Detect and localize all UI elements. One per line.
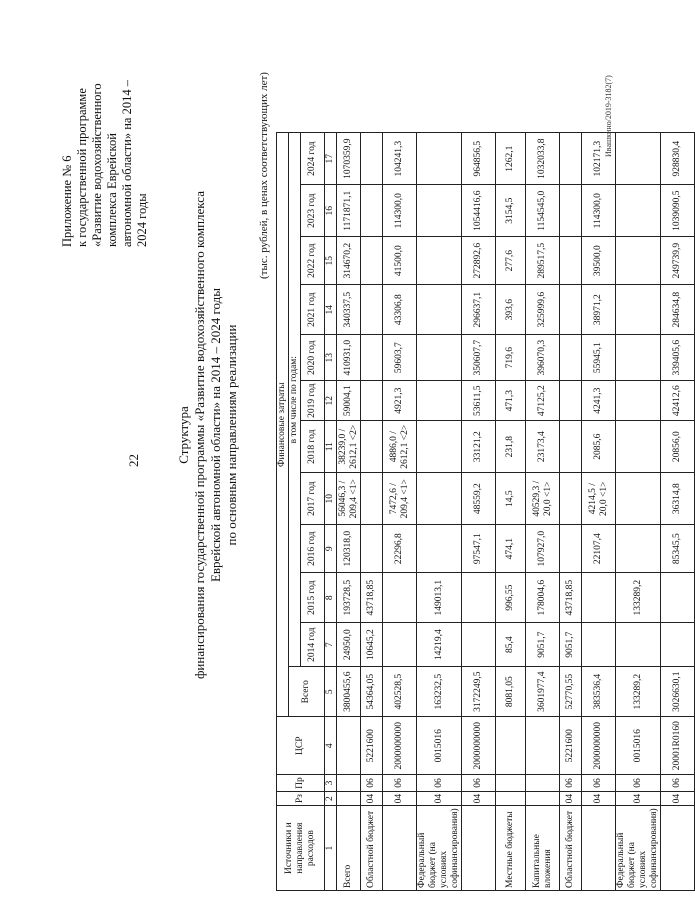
header-colnum: 2 [325,791,337,806]
row-year-value [616,185,661,237]
row-year-value: 1262,1 [496,133,526,185]
table-row [337,133,361,891]
row-year-value: 1171871,1 [337,185,361,237]
row-year-value: 393,6 [496,285,526,335]
row-total: 8081,05 [496,667,526,717]
row-rz: 04 [417,791,462,806]
row-year-value: 22296,8 [383,525,417,573]
appendix-line: «Развитие водохозяйственного [90,83,104,247]
header-rz: Рз [277,791,325,806]
page-number: 22 [126,454,141,467]
row-year-value: 1154545,0 [526,185,560,237]
row-rz: 04 [616,791,661,806]
row-csr: 0015016 [417,717,462,775]
row-year-value: 249739,9 [661,237,695,285]
header-colnum: 16 [325,185,337,237]
row-year-value: 48559,2 [462,473,496,525]
row-year-value [417,133,462,185]
row-year-value: 272892,6 [462,237,496,285]
row-rz [496,791,526,806]
row-pr [337,775,361,792]
row-csr: 2000000000 [383,717,417,775]
row-year-value: 277,6 [496,237,526,285]
row-year-value [417,525,462,573]
row-year-value [560,525,582,573]
row-label: Капитальные вложения [526,806,560,891]
row-label [383,806,417,891]
row-year-value: 964856,5 [462,133,496,185]
row-year-value: 296637,1 [462,285,496,335]
row-year-value: 289517,5 [526,237,560,285]
row-year-value [417,237,462,285]
row-year-value: 20856,0 [661,421,695,473]
row-year-value: 193728,5 [337,573,361,623]
row-year-value: 33121,2 [462,421,496,473]
header-colnum: 4 [325,717,337,775]
header-colnum: 1 [325,806,337,891]
row-year-value: 102171,3 [582,133,616,185]
row-year-value [383,573,417,623]
row-year-value [417,381,462,421]
header-colnum: 12 [325,381,337,421]
header-pr: Пр [277,775,325,792]
row-year-value: 14,5 [496,473,526,525]
row-year-value: 53611,5 [462,381,496,421]
header-sources: Источники и направления расходов [277,806,325,891]
row-year-value [417,335,462,381]
row-year-value [616,421,661,473]
row-label: Федеральный бюджет (на условиях софинансирования) [616,806,661,891]
appendix-line: комплекса Еврейской [105,133,119,247]
row-year-value: 325999,6 [526,285,560,335]
row-year-value: 43718,85 [560,573,582,623]
header-year: 2018 год [301,421,325,473]
row-pr: 06 [661,775,695,792]
row-year-value: 314670,2 [337,237,361,285]
header-year: 2021 год [301,285,325,335]
row-total: 54364,05 [361,667,383,717]
row-year-value: 55945,1 [582,335,616,381]
row-rz [337,791,361,806]
row-year-value [560,237,582,285]
row-year-value: 231,8 [496,421,526,473]
row-year-value [661,573,695,623]
row-csr: 5221600 [361,717,383,775]
header-colnum: 9 [325,525,337,573]
row-year-value: 36314,8 [661,473,695,525]
row-year-value: 38239,0 / 2612,1 <2> [337,421,361,473]
row-csr: 2000000000 [462,717,496,775]
row-year-value: 43306,8 [383,285,417,335]
financing-table [276,132,695,891]
row-total: 52770,55 [560,667,582,717]
row-year-value: 340337,5 [337,285,361,335]
row-year-value [361,335,383,381]
row-year-value [383,623,417,667]
row-year-value: 7472,6 / 209,4 <1> [383,473,417,525]
row-year-value: 1054416,6 [462,185,496,237]
row-pr: 06 [582,775,616,792]
row-year-value: 43718,85 [361,573,383,623]
row-year-value: 107927,0 [526,525,560,573]
row-pr [496,775,526,792]
header-year: 2023 год [301,185,325,237]
row-csr [526,717,560,775]
row-year-value: 149013,1 [417,573,462,623]
row-pr: 06 [560,775,582,792]
row-year-value: 38971,2 [582,285,616,335]
row-total: 3172249,5 [462,667,496,717]
header-colnum: 7 [325,623,337,667]
row-csr [496,717,526,775]
row-total: 383536,4 [582,667,616,717]
table-row [661,133,695,891]
header-year: 2014 год [301,623,325,667]
row-label: Областной бюджет [560,806,582,891]
row-pr: 06 [616,775,661,792]
row-year-value [560,133,582,185]
row-year-value [560,335,582,381]
row-year-value [417,185,462,237]
row-label: Областной бюджет [361,806,383,891]
row-year-value: 59004,1 [337,381,361,421]
table-row [383,133,417,891]
header-year: 2024 год [301,133,325,185]
row-year-value: 114300,0 [383,185,417,237]
table-row [496,133,526,891]
row-total: 3601977,4 [526,667,560,717]
header-year: 2015 год [301,573,325,623]
row-year-value: 47125,2 [526,381,560,421]
row-year-value: 178004,6 [526,573,560,623]
row-label [462,806,496,891]
row-year-value: 284634,8 [661,285,695,335]
table-row [526,133,560,891]
row-pr [526,775,560,792]
header-colnum: 3 [325,775,337,792]
row-year-value: 104241,3 [383,133,417,185]
table-row [462,133,496,891]
table-row [361,133,383,891]
footer-timestamp: Ивашкино/2019-3182(7) [604,75,613,157]
row-year-value [582,573,616,623]
row-year-value [616,525,661,573]
header-year: 2017 год [301,473,325,525]
table-row [616,133,661,891]
row-year-value: 120318,0 [337,525,361,573]
appendix-block [60,7,150,247]
row-year-value [361,133,383,185]
row-year-value: 85345,5 [661,525,695,573]
row-year-value: 471,3 [496,381,526,421]
appendix-line: автономной области» на 2014 – [120,80,134,247]
row-year-value [560,473,582,525]
header-year: 2020 год [301,335,325,381]
table-row [582,133,616,891]
row-year-value: 40529,3 / 20,0 <1> [526,473,560,525]
row-year-value: 3154,5 [496,185,526,237]
row-csr [337,717,361,775]
title-line: Структура [176,406,191,464]
row-year-value: 4241,3 [582,381,616,421]
row-year-value: 41500,0 [383,237,417,285]
row-csr: 0015016 [616,717,661,775]
row-year-value [616,335,661,381]
row-year-value: 1032033,8 [526,133,560,185]
row-year-value: 4921,3 [383,381,417,421]
row-year-value: 410931,0 [337,335,361,381]
row-pr: 06 [361,775,383,792]
row-year-value: 114300,0 [582,185,616,237]
row-year-value [616,237,661,285]
title-line: по основным направлениям реализации [224,324,239,546]
row-csr: 2000000000 [582,717,616,775]
row-year-value [616,623,661,667]
row-year-value [361,381,383,421]
row-year-value [361,473,383,525]
header-incl: в том числе по годам: [289,133,301,667]
row-total: 3026630,1 [661,667,695,717]
row-year-value: 42412,6 [661,381,695,421]
row-year-value: 14219,4 [417,623,462,667]
row-rz [526,791,560,806]
row-rz: 04 [462,791,496,806]
row-rz: 04 [383,791,417,806]
row-year-value [560,285,582,335]
appendix-line: 2024 годы [135,193,149,247]
row-year-value [361,237,383,285]
title-line: финансирования государственной программы «Развитие водохозяйственного комплекса [192,191,207,679]
row-year-value: 22107,4 [582,525,616,573]
header-fin: Финансовые затраты [277,133,289,717]
row-year-value: 10645,2 [361,623,383,667]
row-year-value: 9051,7 [560,623,582,667]
header-year: 2022 год [301,237,325,285]
row-label: Местные бюджеты [496,806,526,891]
row-year-value: 56046,3 / 209,4 <1> [337,473,361,525]
row-year-value: 1039090,5 [661,185,695,237]
row-label: Всего [337,806,361,891]
row-year-value: 23173,4 [526,421,560,473]
row-year-value [661,623,695,667]
table-row [417,133,462,891]
row-year-value: 928830,4 [661,133,695,185]
header-colnum: 10 [325,473,337,525]
header-colnum: 11 [325,421,337,473]
header-colnum: 14 [325,285,337,335]
row-year-value: 996,55 [496,573,526,623]
row-year-value [417,285,462,335]
row-year-value: 39500,0 [582,237,616,285]
row-year-value: 4886,0 / 2612,1 <2> [383,421,417,473]
units-note: (тыс. рублей, в ценах соответствующих лет) [258,72,270,279]
row-year-value [616,473,661,525]
row-year-value [582,623,616,667]
row-rz: 04 [582,791,616,806]
row-pr: 06 [383,775,417,792]
row-year-value [462,573,496,623]
row-year-value: 474,1 [496,525,526,573]
row-year-value: 85,4 [496,623,526,667]
header-colnum: 5 [325,667,337,717]
row-rz: 04 [560,791,582,806]
row-year-value: 396070,3 [526,335,560,381]
row-pr: 06 [417,775,462,792]
row-year-value [361,421,383,473]
title-line: Еврейской автономной области» на 2014 – 2024 годы [208,287,223,583]
row-year-value: 97547,1 [462,525,496,573]
row-year-value: 24950,0 [337,623,361,667]
row-label: Федеральный бюджет (на условиях софинансирования) [417,806,462,891]
row-pr: 06 [462,775,496,792]
row-year-value: 133289,2 [616,573,661,623]
appendix-line: к государственной программе [75,88,89,247]
row-label [582,806,616,891]
row-year-value [361,185,383,237]
row-total: 402528,5 [383,667,417,717]
header-total: Всего [289,667,325,717]
row-total: 133289,2 [616,667,661,717]
row-year-value: 4214,5 / 20,0 <1> [582,473,616,525]
header-csr: ЦСР [277,717,325,775]
header-colnum: 8 [325,573,337,623]
row-csr: 5221600 [560,717,582,775]
row-year-value [361,525,383,573]
row-year-value: 9051,7 [526,623,560,667]
row-year-value: 2085,6 [582,421,616,473]
row-year-value [616,381,661,421]
row-year-value [361,285,383,335]
table-row [560,133,582,891]
row-total: 3800455,6 [337,667,361,717]
row-year-value: 59603,7 [383,335,417,381]
row-total: 163232,5 [417,667,462,717]
header-year: 2016 год [301,525,325,573]
header-year: 2019 год [301,381,325,421]
row-year-value [462,623,496,667]
row-year-value: 350607,7 [462,335,496,381]
row-rz: 04 [361,791,383,806]
row-year-value [560,421,582,473]
row-year-value: 339405,6 [661,335,695,381]
row-year-value [417,473,462,525]
row-year-value: 1070359,9 [337,133,361,185]
row-year-value [616,133,661,185]
row-label [661,806,695,891]
row-year-value [417,421,462,473]
row-csr: 20001R0160 [661,717,695,775]
row-year-value [560,185,582,237]
row-year-value [560,381,582,421]
row-year-value [616,285,661,335]
header-colnum: 17 [325,133,337,185]
row-rz: 04 [661,791,695,806]
document-title [176,165,240,705]
row-year-value: 719,6 [496,335,526,381]
header-colnum: 15 [325,237,337,285]
header-colnum: 13 [325,335,337,381]
appendix-line: Приложение № 6 [60,155,74,247]
